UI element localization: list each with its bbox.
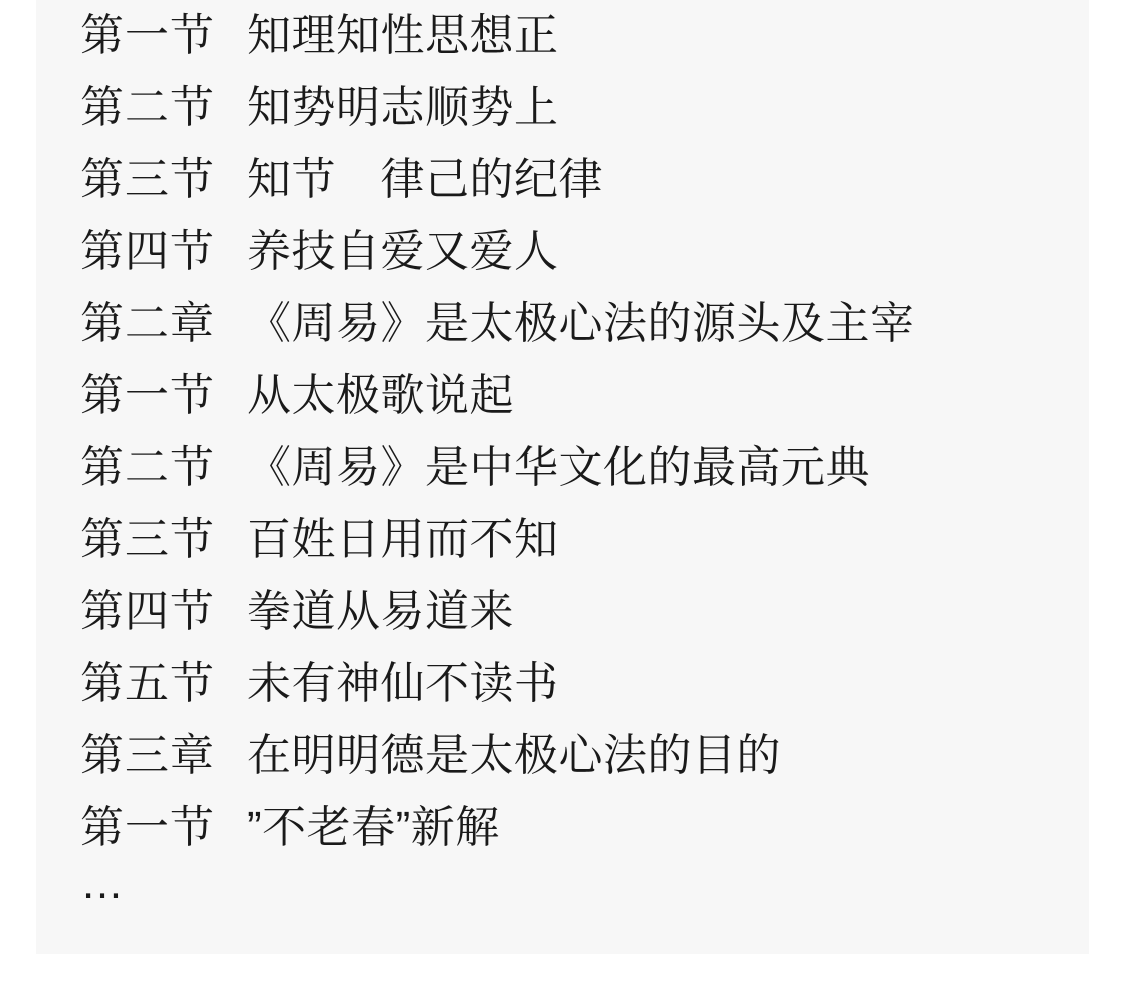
toc-item-title: 《周易》是中华文化的最高元典 bbox=[247, 443, 870, 492]
toc-item-number: 第一节 bbox=[80, 371, 215, 420]
toc-item-title: ”不老春”新解 bbox=[247, 803, 500, 852]
toc-item-number: 第三节 bbox=[80, 155, 215, 204]
toc-item-title: 未有神仙不读书 bbox=[247, 659, 559, 708]
toc-item-number: 第五节 bbox=[80, 659, 215, 708]
toc-item-title: 知理知性思想正 bbox=[247, 11, 559, 60]
toc-item-title: 养技自爱又爱人 bbox=[247, 227, 559, 276]
toc-item-number: 第三章 bbox=[80, 731, 215, 780]
toc-item-number: 第一节 bbox=[80, 11, 215, 60]
toc-item-title: 百姓日用而不知 bbox=[247, 515, 559, 564]
list-item[interactable] bbox=[36, 504, 1089, 576]
list-item[interactable] bbox=[36, 648, 1089, 720]
toc-item-title: 在明明德是太极心法的目的 bbox=[247, 731, 781, 780]
list-item[interactable] bbox=[36, 720, 1089, 792]
toc-item-title: 《周易》是太极心法的源头及主宰 bbox=[247, 299, 915, 348]
list-item[interactable] bbox=[36, 144, 1089, 216]
list-item[interactable] bbox=[36, 792, 1089, 864]
toc-item-title: 从太极歌说起 bbox=[247, 371, 514, 420]
list-item[interactable] bbox=[36, 360, 1089, 432]
table-of-contents-panel bbox=[36, 0, 1089, 954]
toc-item-number: 第四节 bbox=[80, 227, 215, 276]
list-item[interactable] bbox=[36, 432, 1089, 504]
toc-item-number: 第三节 bbox=[80, 515, 215, 564]
list-item[interactable] bbox=[36, 72, 1089, 144]
toc-item-number: 第二节 bbox=[80, 443, 215, 492]
toc-item-number: 第二节 bbox=[80, 83, 215, 132]
ellipsis-text: … bbox=[80, 859, 125, 908]
toc-list bbox=[36, 0, 1089, 936]
toc-item-title: 拳道从易道来 bbox=[247, 587, 514, 636]
list-item[interactable] bbox=[36, 216, 1089, 288]
toc-more-indicator[interactable] bbox=[36, 859, 1089, 936]
list-item[interactable] bbox=[36, 0, 1089, 72]
toc-item-title: 知节 律己的纪律 bbox=[247, 155, 603, 204]
toc-item-number: 第二章 bbox=[80, 299, 215, 348]
list-item[interactable] bbox=[36, 576, 1089, 648]
toc-item-number: 第四节 bbox=[80, 587, 215, 636]
list-item[interactable] bbox=[36, 288, 1089, 360]
toc-item-number: 第一节 bbox=[80, 803, 215, 852]
toc-item-title: 知势明志顺势上 bbox=[247, 83, 559, 132]
